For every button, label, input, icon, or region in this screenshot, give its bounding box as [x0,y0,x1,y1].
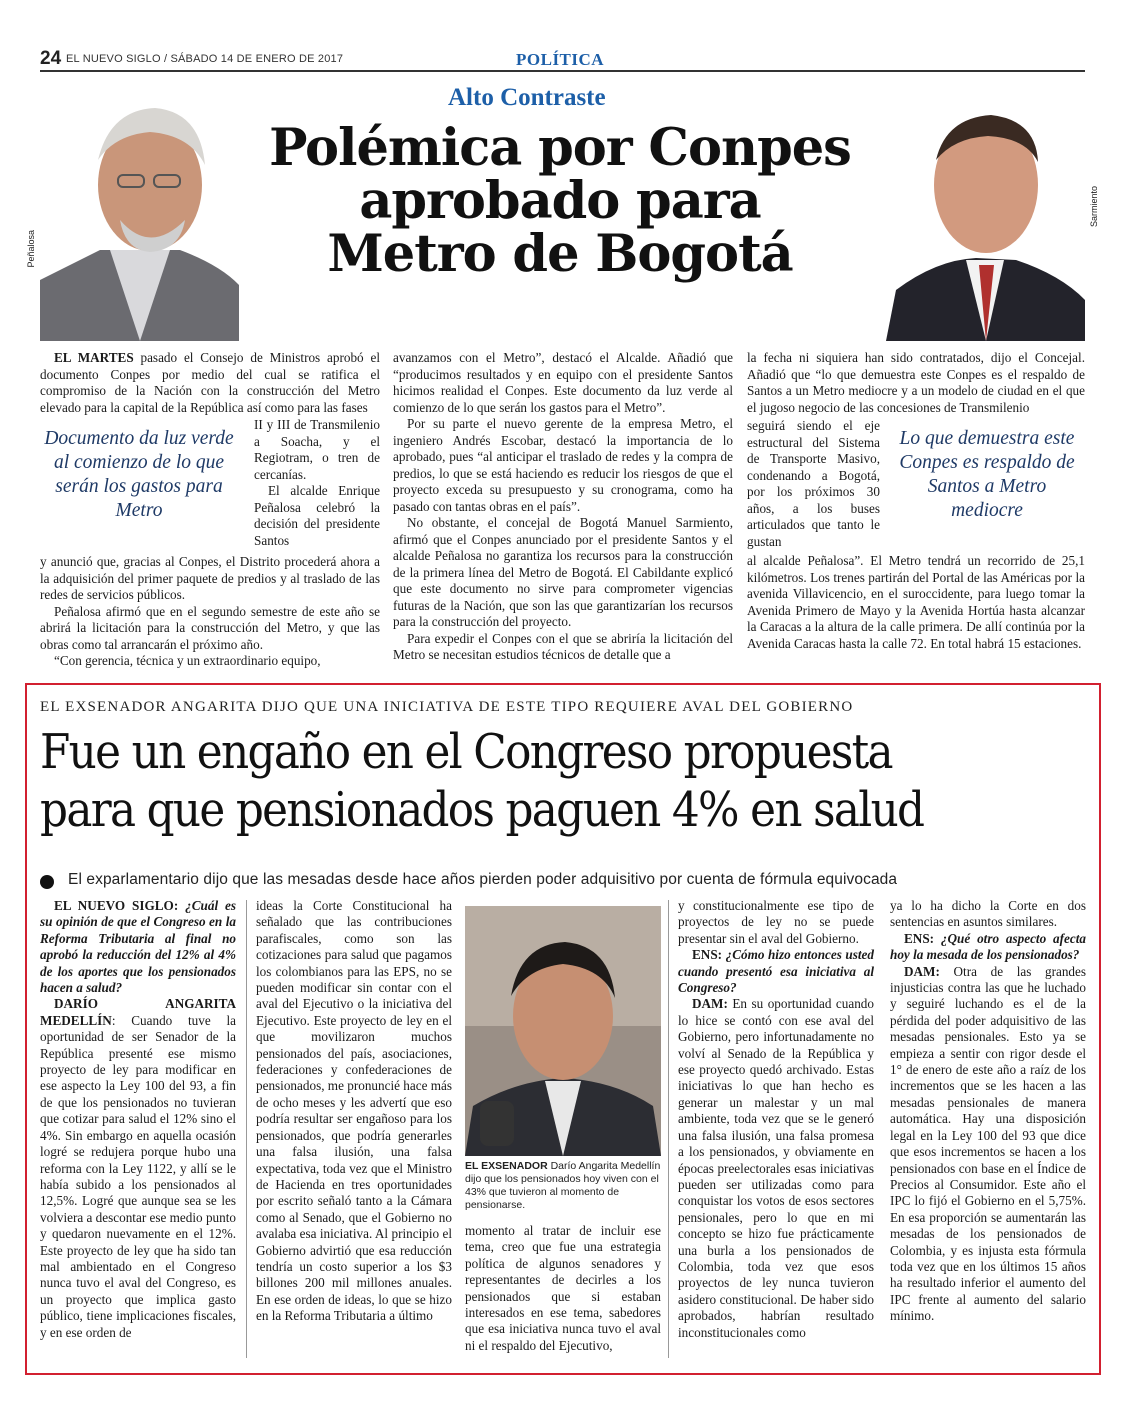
sarmiento-photo-image [886,100,1085,341]
box-headline [40,724,1006,840]
box-col3 [465,1223,661,1354]
top-col3-b [747,418,880,550]
pull-quote-left: Documento da luz verde al comienzo de lo que serán los gastos para Metro [44,428,234,521]
photo-sarmiento [886,100,1085,341]
top-col2-p2: Por su parte el nuevo gerente de la empresa Metro, el ingeniero Andrés Escobar, destacó la importancia de lo aprobado, pues “al anticipar el traslado de redes y la compra de predios, lo que se está haciendo es reducir los riesgos de que el proyecto exceda su presupuesto y su cronograma, como ha pasado con tantas obras en el país”. [393,416,733,514]
interviewer-label: ENS: [904,930,935,946]
top-col2-p3: No obstante, el concejal de Bogotá Manuel Sarmiento, afirmó que el Conpes anunciado por el presidente Santos y el alcalde Peñalosa no garantiza los recursos para la construcción de la primera línea del Metro de Bogotá. El Cabildante explicó que este documento no sirve para comprometer vigencias futuras de la Nación, que son las que garantizarían los recursos para la construcción del proyecto. [393,515,733,629]
interviewee-label: DAM: [692,996,728,1012]
top-col3-c [747,553,1085,652]
box-col5 [890,898,1086,1325]
top-headline-line1: Polémica por Conpes [269,118,851,178]
box-c4-question: ¿Cómo hizo entonces usted cuando presentó esa iniciativa al Congreso? [678,947,874,996]
interviewer-label: ENS: [692,947,723,963]
top-col1-p4: “Con gerencia, técnica y un extraordinario equipo, [54,653,321,668]
top-headline [240,118,880,285]
box-c2-text: ideas la Corte Constitucional ha señalado que las contribuciones parafiscales, como son las cotizaciones para salud que pagamos los colombianos para las EPS, no se pueden modificar sin contar con el aval del Ejecutivo o la iniciativa del Ejecutivo. Este proyecto de ley en el que movilizaron muchos pensionados del país, asociaciones, federaciones y confederaciones de pensionados, me pronuncié hace más de ocho meses y les advertí que eso podría resultar ser engañoso para los pensionados, que podría generarles una falsa ilusión, una falsa expectativa, toda vez que el Ministro de Hacienda en tres oportunidades por escrito señaló tanto a la Cámara como al Senado, que el Gobierno no avalaba esa iniciativa. Al principio el Gobierno advirtió que esa reducción tendría un costo superior a los $3 billones 200 mil millones anuales. En ese orden de ideas, lo que se hizo en la Reforma Tributaria a último [256,898,452,1324]
paper-info: EL NUEVO SIGLO / SÁBADO 14 DE ENERO DE 2017 [66,53,344,65]
box-col4 [678,898,874,1341]
top-headline-line3: Metro de Bogotá [327,224,793,285]
box-headline-line1: Fue un engaño en el Congreso propuesta [40,725,892,780]
box-subline: El exparlamentario dijo que las mesadas desde hace años pierden poder adquisitivo por cuenta de fórmula equivocada [68,871,898,888]
photo-label-penalosa: Peñalosa [26,230,36,268]
section-title: POLÍTICA [516,50,605,69]
box-headline-line2: para que pensionados paguen 4% en salud [40,783,924,838]
angarita-photo-image [465,906,661,1156]
top-col1-c [40,554,380,670]
top-col3-p1c: al alcalde Peñalosa”. El Metro tendrá un recorrido de 25,1 kilómetros. Los trenes partirán del Portal de las Américas por la avenida Villavicencio, en el suroccidente, para luego tomar la Avenida Primero de Mayo y la Avenida Hortúa hasta alcanzar la Caracas a la altura de la calle primera. De allí continúa por la Avenida Caracas hasta la calle 72. En total habrá 15 estaciones. [747,553,1085,651]
photo-caption-text: Darío Angarita Medellín dijo que los pensionados hoy viven con el 43% que tuvieron al momento de pensionarse. [465,1160,661,1211]
top-col2-p1: avanzamos con el Metro”, destacó el Alcalde. Añadió que “producimos resultados y en equipo con el presidente Santos hicimos realidad el Conpes. Este documento da luz verde al comienzo de lo que serán los gastos para el Metro”. [393,350,733,415]
top-col3-a [747,350,1085,416]
top-col3-p1b: seguirá siendo el eje estructural del Sistema de Transporte Masivo, condenando a Bogotá, por los próximos 30 años, a los buses articulados que tanto le gustan [747,418,880,549]
penalosa-photo-image [40,80,239,341]
box-c3-text: momento al tratar de incluir ese tema, creo que fue una estrategia política de algunos senadores y representantes de decirles a los pensionados que si estaban interesados en ese tema, sabedores que esa iniciativa nunca tuvo el aval ni el respaldo del Ejecutivo, [465,1223,661,1353]
top-col1-p3: Peñalosa afirmó que en el segundo semestre de este año se abrirá la licitación para la construcción del Metro, y que las obras como tal arrancarán el próximo año. [40,603,380,652]
lead-words: EL MARTES [54,350,134,365]
box-c5-answer: Otra de las grandes injusticias contra las que he luchado y seguiré luchando es el de la pérdida del poder adquisitivo de las mesadas pensionales. Esto ya se empieza a sentir con rigor desde el 1° de enero de este año a raíz de los incrementos que se les hacen a las mesadas pensionales de manera automática. Hay una disposición legal en la Ley 100 del 93 que dice que esos incrementos se hacen a los pensionados con base en el Índice de Precios al Consumidor. Este año el IPC lo fijó el Gobierno en el 5,75%. En esa proporción se aumentarán las mesadas de los pensionados de Colombia, y es injusta esta fórmula toda vez que en los últimos 15 años ha resultado inferior el aumento del IPC frente al aumento del salario mínimo. [890,963,1086,1324]
box-c4-answer: En su oportunidad cuando lo hice se contó con ese aval del Gobierno, pero infortunadamente no volví al Senado de la República y ese proyecto quedó archivado. Estas iniciativas lo que han hecho es generar un malestar y un mal ambiente, toda vez que se le generó una falsa ilusión, una falsa promesa a los pensionados, y obviamente en épocas preelectorales esas iniciativas pueden ser utilizadas como para conquistar los votos de esos sectores pensionales, pero lo que en mi concepto se hizo fue prácticamente una burla a los pensionados de Colombia, toda vez que esos proyectos de ley nunca tuvieron asidero constitucional. De haber sido aprobados, habrían resultado inconstitucionales como [678,996,874,1340]
photo-penalosa [40,80,239,341]
box-upper-deck: EL EXSENADOR ANGARITA DIJO QUE UNA INICIATIVA DE ESTE TIPO REQUIERE AVAL DEL GOBIERNO [40,699,854,715]
top-col1-b [254,417,380,549]
top-col1-a [40,350,380,416]
pull-quote-right: Lo que demuestra este Conpes es respaldo de Santos a Metro mediocre [899,428,1075,521]
photo-caption [465,1160,661,1212]
top-col1-p1a: pasado el Consejo de Ministros aprobó el documento Conpes por medio del cual se ratifica el compromiso de la Nación con la construcción del Metro elevado para la capital de la República así como para las fases [40,350,380,415]
box-c1-answer: : Cuando tuve la oportunidad de ser Senador de la República presenté ese mismo proyecto de ley para modificar en ese aspecto la Ley 100 del 93, a fin de que los pensionados no tuvieran que cotizar para salud el 12% sino el 4%. Sin embargo en aquella ocasión logré se redujera porque hubo una reforma con la Ley 1122, y allí se le había subido a los pensionados al 12,5%. Logré que aunque sea se les volviera a descontar ese medio punto y quedaron nuevamente en el 12%. Este proyecto de ley que ha sido tan mal ambientado en el Congreso nunca tuvo el aval del Congreso, es un proyecto que implica gasto público, tiene implicaciones fiscales, y en ese orden de [40,1012,236,1340]
interviewer-label: EL NUEVO SIGLO: [54,898,179,913]
box-col1 [40,898,236,1341]
header-rule [40,70,1085,72]
top-col2-p4: Para expedir el Conpes con el que se abriría la licitación del Metro se necesitan estudios técnicos de detalle que a [393,630,733,662]
box-c4-p1: y constitucionalmente ese tipo de proyectos de ley no se puede presentar sin el aval del Gobierno. [678,898,874,946]
page-number: 24 [40,48,62,69]
photo-label-sarmiento: Sarmiento [1089,186,1099,228]
top-col3-p1a: la fecha ni siquiera han sido contratados, dijo el Concejal. Añadió que “lo que demuestra este Conpes es el respaldo de Santos a un Metro mediocre y a un modelo de ciudad en el que el jugoso negocio de las concesiones de Transmilenio [747,350,1085,415]
interviewee-label: DAM: [904,963,940,979]
photo-angarita [465,906,661,1156]
top-headline-line2: aprobado para [359,171,761,232]
box-col2 [256,898,452,1325]
top-col1-p2a: El alcalde Enrique Peñalosa celebró la decisión del presidente Santos [254,483,380,548]
column-rule [246,900,247,1358]
box-c5-p1: ya lo ha dicho la Corte en dos sentencias en asuntos similares. [890,898,1086,930]
photo-caption-lead: EL EXSENADOR [465,1160,548,1172]
box-c5-question: ¿Qué otro aspecto afecta hoy la mesada de los pensionados? [890,930,1086,963]
top-col2 [393,350,733,664]
box-c1-question: ¿Cuál es su opinión de que el Congreso en la Reforma Tributaria al final no aprobó la reducción del 12% al 4% de los aportes que los pensionados hacen a salud? [40,898,236,996]
bullet-icon [40,875,54,889]
top-col1-p1b: II y III de Transmilenio a Soacha, y el Regiotram, o tren de cercanías. [254,417,380,482]
top-col1-p2b: y anunció que, gracias al Conpes, el Distrito procederá ahora a la adquisición del primer paquete de predios y al traslado de las redes de servicios públicos. [40,554,380,602]
interviewee-label: DARÍO ANGARITA MEDELLÍN [40,996,236,1028]
kicker: Alto Contraste [448,84,606,111]
column-rule [668,900,669,1358]
